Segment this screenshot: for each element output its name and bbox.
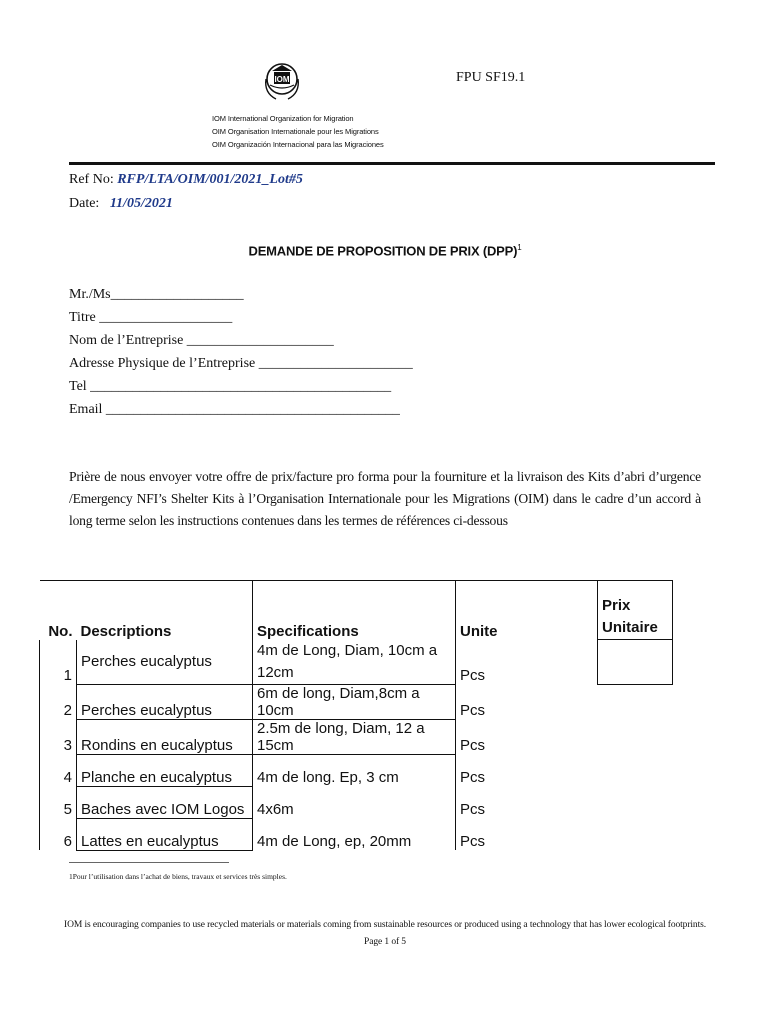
table-row — [40, 754, 673, 786]
ref-value: RFP/LTA/OIM/001/2021_Lot#5 — [117, 172, 303, 187]
header-rule — [69, 162, 715, 165]
row-unit: Pcs — [456, 640, 598, 685]
page-number: Page 1 of 5 — [364, 937, 406, 947]
field-tel: Tel ___________________________________________ — [69, 379, 392, 394]
row-specification: 4x6m — [253, 786, 456, 818]
table-row — [40, 719, 673, 754]
items-table — [39, 580, 673, 851]
date-line — [69, 196, 173, 212]
document-title — [0, 243, 770, 258]
row-no: 5 — [40, 786, 77, 818]
table-row — [40, 786, 673, 818]
row-description: Lattes en eucalyptus — [77, 818, 253, 850]
date-value: 11/05/2021 — [109, 196, 173, 211]
table-row — [40, 640, 673, 685]
row-no: 3 — [40, 719, 77, 754]
org-name-es: OIM Organización Internacional para las Migraciones — [212, 140, 384, 149]
row-unit: Pcs — [456, 754, 598, 786]
row-unit: Pcs — [456, 786, 598, 818]
date-label: Date: — [69, 196, 100, 211]
field-email: Email __________________________________________ — [69, 402, 400, 417]
table-row — [40, 684, 673, 719]
row-price — [598, 684, 673, 719]
header-specifications: Specifications — [253, 581, 456, 640]
ref-label: Ref No: — [69, 172, 114, 187]
footnote: 1Pour l’utilisation dans l’achat de biens, travaux et services très simples. — [69, 872, 287, 881]
header-descriptions: Descriptions — [77, 581, 253, 640]
intro-paragraph: Prière de nous envoyer votre offre de prix/facture pro forma pour la fourniture et la livraison des Kits d’abri d’urgence /Emergency NFI’s Shelter Kits à l’Organisation Internationale pour les Migrations (OIM) dans le cadre d’un accord à long terme selon les instructions contenues dans les termes de références ci-dessous — [69, 469, 701, 528]
svg-text:IOM: IOM — [274, 75, 290, 84]
org-name-en: IOM International Organization for Migration — [212, 114, 354, 123]
row-specification: 4m de Long, ep, 20mm — [253, 818, 456, 850]
row-unit: Pcs — [456, 684, 598, 719]
table-header-row — [40, 581, 673, 640]
field-entreprise: Nom de l’Entreprise _____________________ — [69, 333, 334, 348]
row-price — [598, 640, 673, 685]
row-price — [598, 818, 673, 850]
row-no: 4 — [40, 754, 77, 786]
doc-id: FPU SF19.1 — [456, 70, 526, 85]
table-row — [40, 818, 673, 850]
row-unit: Pcs — [456, 719, 598, 754]
row-description: Perches eucalyptus — [77, 684, 253, 719]
row-price — [598, 786, 673, 818]
row-no: 6 — [40, 818, 77, 850]
row-no: 2 — [40, 684, 77, 719]
row-description: Rondins en eucalyptus — [77, 719, 253, 754]
row-unit: Pcs — [456, 818, 598, 850]
title-text: DEMANDE DE PROPOSITION DE PRIX (DPP) — [248, 243, 518, 259]
row-specification: 6m de long, Diam,8cm a 10cm — [253, 684, 456, 719]
header-no: No. — [40, 581, 77, 640]
row-price — [598, 754, 673, 786]
eco-statement: IOM is encouraging companies to use recycled materials or materials coming from sustainable resources or produced using a technology that has lower ecological footprints. — [64, 920, 706, 930]
row-description: Perches eucalyptus — [77, 640, 253, 685]
org-name-fr: OIM Organisation Internationale pour les Migrations — [212, 127, 379, 136]
field-mr-ms: Mr./Ms___________________ — [69, 287, 244, 302]
row-specification: 4m de long. Ep, 3 cm — [253, 754, 456, 786]
header-prix-unitaire: Prix Unitaire — [598, 581, 673, 640]
row-description: Planche en eucalyptus — [77, 754, 253, 786]
footnote-rule — [69, 862, 229, 863]
row-specification: 4m de Long, Diam, 10cm a 12cm — [253, 640, 456, 685]
row-price — [598, 719, 673, 754]
field-titre: Titre ___________________ — [69, 310, 233, 325]
row-specification: 2.5m de long, Diam, 12 a 15cm — [253, 719, 456, 754]
row-description: Baches avec IOM Logos — [77, 786, 253, 818]
ref-line — [69, 172, 303, 188]
title-footnote-mark: 1 — [517, 243, 522, 252]
field-adresse: Adresse Physique de l’Entreprise ______________________ — [69, 356, 413, 371]
row-no: 1 — [40, 640, 77, 685]
iom-logo-icon — [262, 59, 302, 105]
header-unite: Unite — [456, 581, 598, 640]
